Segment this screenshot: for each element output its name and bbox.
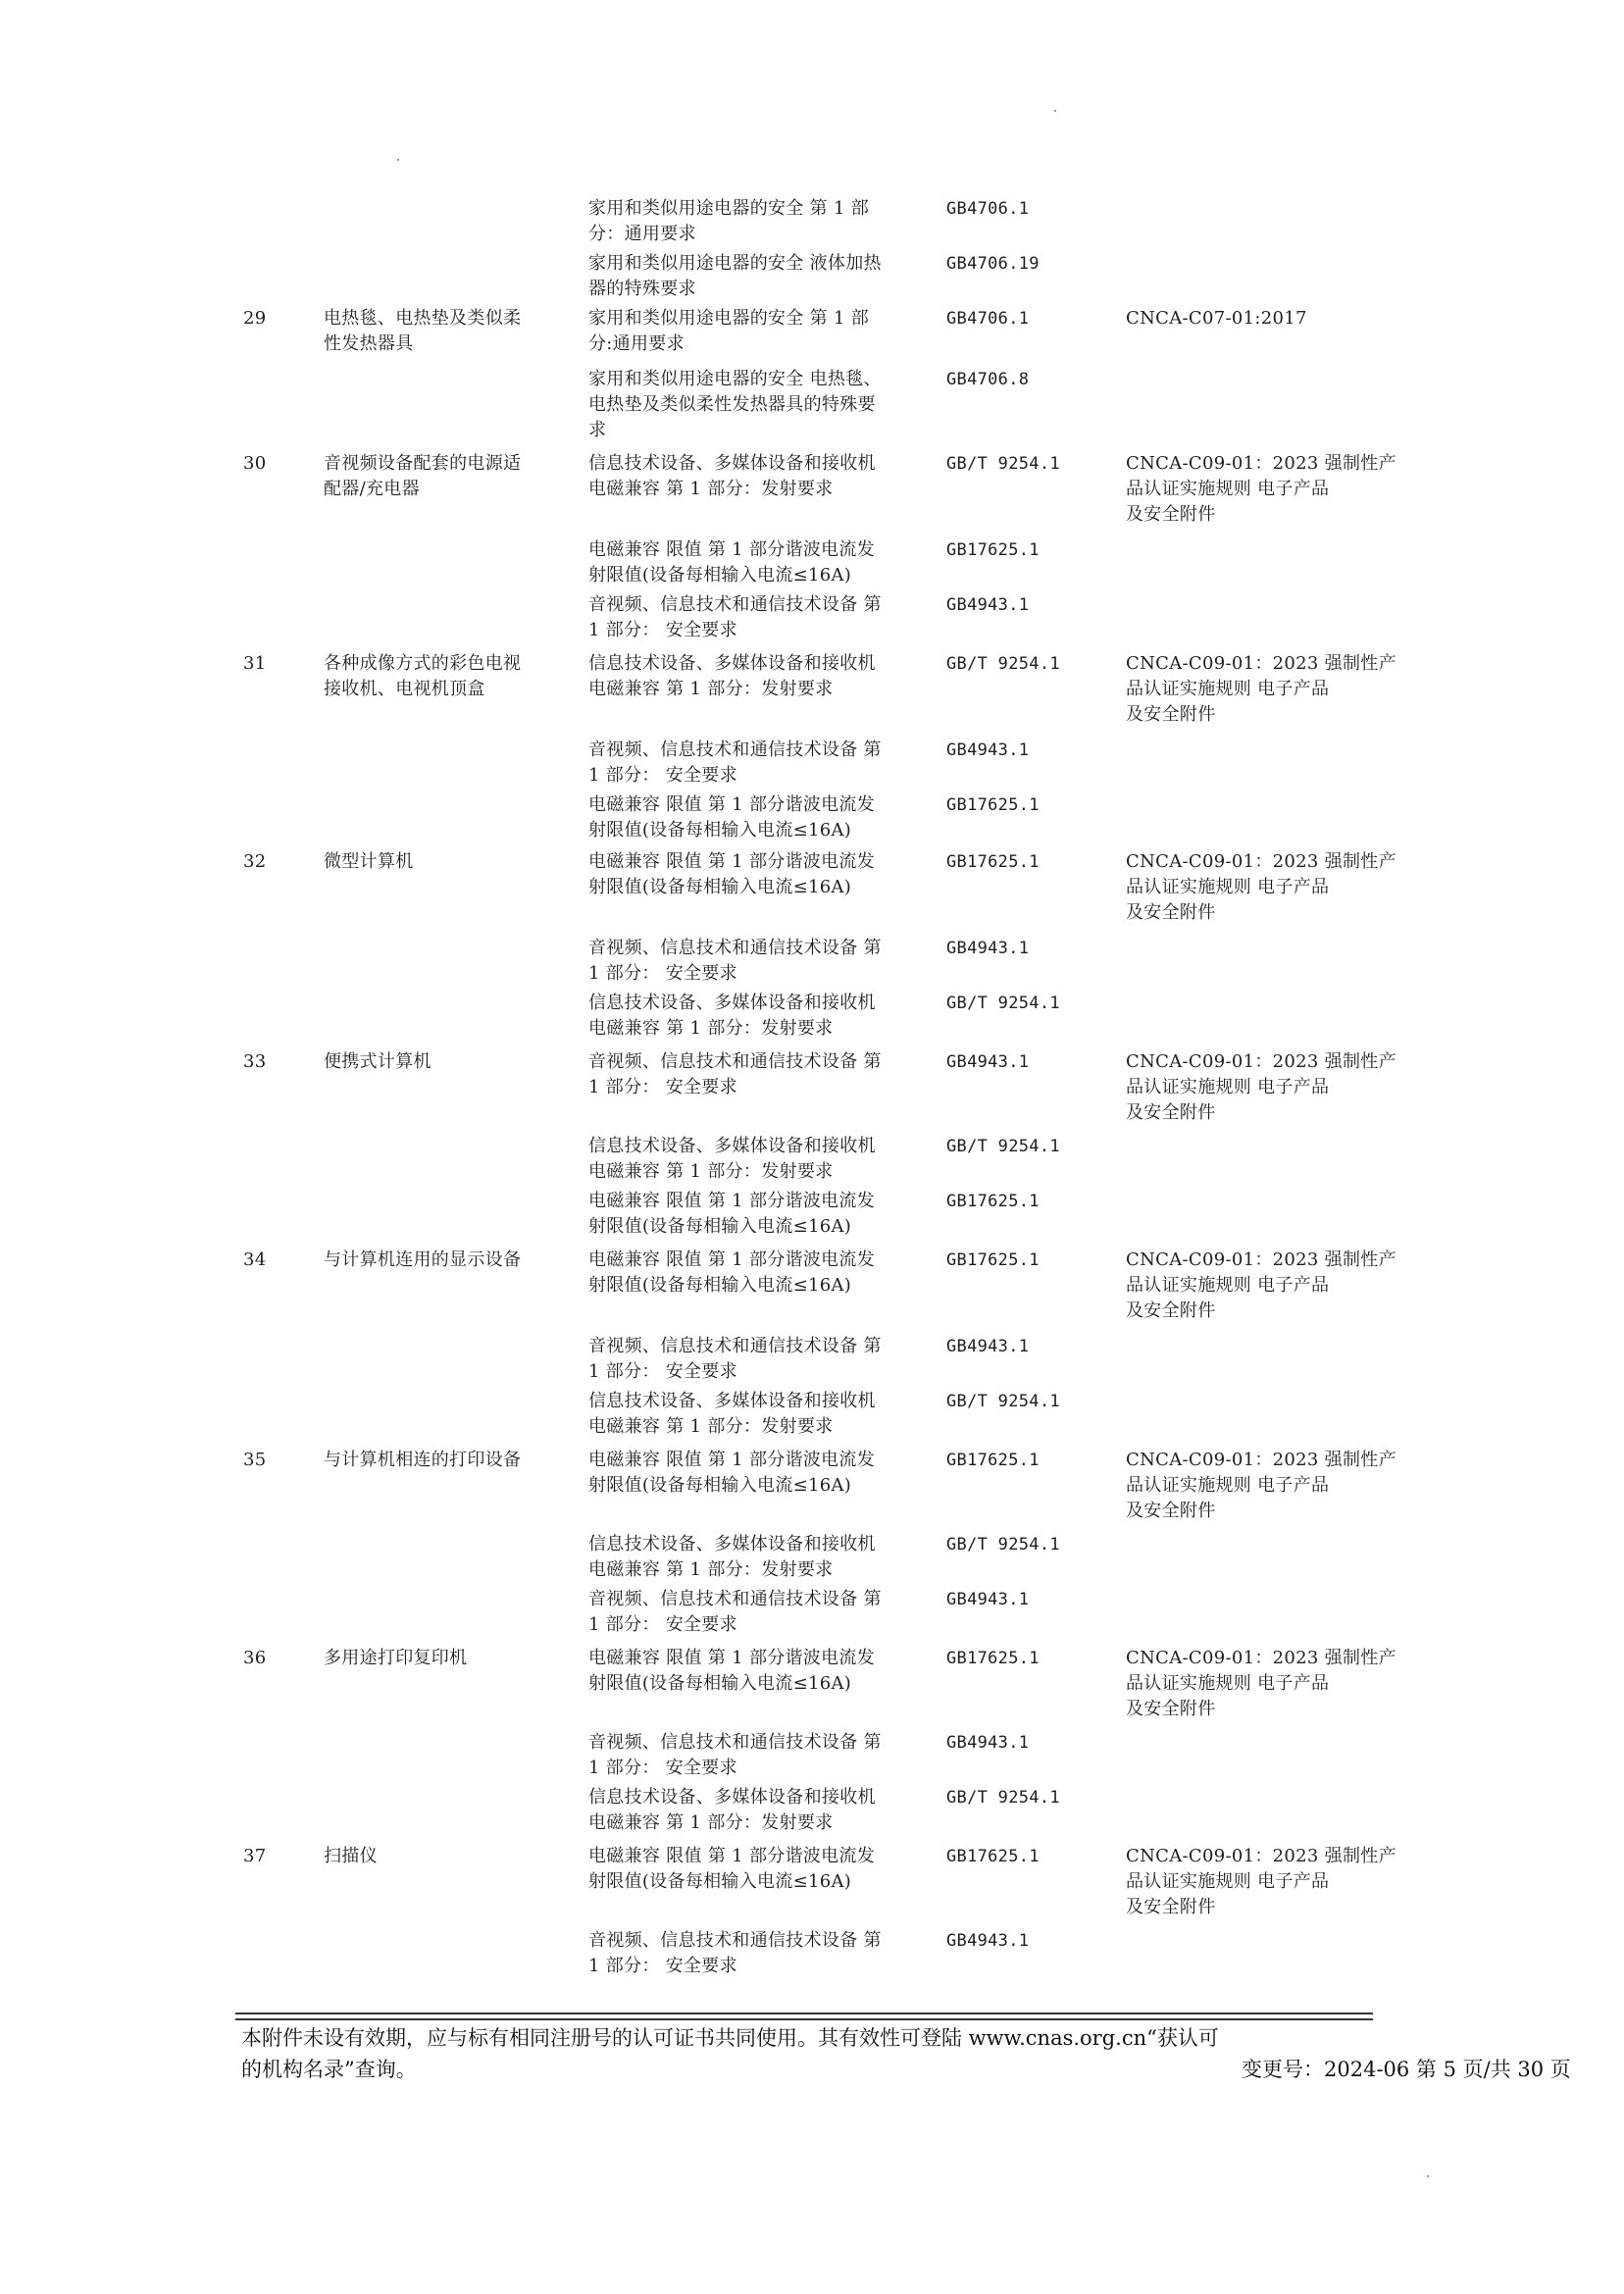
- standard-code: GB4706.19: [946, 254, 1040, 274]
- standard-code: GB4943.1: [946, 1337, 1030, 1356]
- certification-rule-line: CNCA-C09-01：2023 强制性产: [1126, 453, 1396, 474]
- standard-code: GB17625.1: [946, 795, 1040, 815]
- standard-name-line: 信息技术设备、多媒体设备和接收机: [588, 1787, 876, 1808]
- standard-name-line: 信息技术设备、多媒体设备和接收机: [588, 1534, 876, 1555]
- standard-name: [588, 1389, 927, 1440]
- product-name-line: 配器/充电器: [324, 479, 420, 499]
- standard-name-line: 电磁兼容 第 1 部分：发射要求: [588, 1018, 834, 1039]
- product-name-line: 性发热器具: [324, 333, 414, 354]
- footer-line-2-left: 的机构名录”查询。: [241, 2058, 417, 2081]
- certification-rule-line: 及安全附件: [1126, 1300, 1216, 1321]
- certification-rule: [1126, 306, 1396, 331]
- standard-name-line: 信息技术设备、多媒体设备和接收机: [588, 1136, 876, 1156]
- standard-name: [588, 592, 927, 643]
- certification-rule-line: CNCA-C09-01：2023 强制性产: [1126, 1648, 1396, 1668]
- standard-code: GB/T 9254.1: [946, 1137, 1060, 1156]
- standard-code: GB17625.1: [946, 540, 1040, 560]
- standard-name-line: 音视频、信息技术和通信技术设备 第: [588, 1051, 882, 1072]
- standard-name-line: 射限值(设备每相输入电流≤16A): [588, 1216, 852, 1237]
- standard-name-line: 音视频、信息技术和通信技术设备 第: [588, 1589, 882, 1609]
- certification-rule: [1126, 1844, 1396, 1920]
- standard-name-line: 射限值(设备每相输入电流≤16A): [588, 1871, 852, 1892]
- product-name-line: 音视频设备配套的电源适: [324, 453, 522, 474]
- product-name-line: 扫描仪: [324, 1846, 378, 1866]
- standard-name: [588, 1134, 927, 1185]
- standard-name-line: 电磁兼容 第 1 部分：发射要求: [588, 1559, 834, 1580]
- row-number: 34: [243, 1249, 267, 1270]
- standard-name: [588, 849, 927, 900]
- standard-name: [588, 451, 927, 502]
- product-name: [324, 651, 584, 702]
- standard-name-line: 电磁兼容 第 1 部分：发射要求: [588, 1161, 834, 1182]
- standard-code: GB/T 9254.1: [946, 1535, 1060, 1555]
- standard-name: [588, 738, 927, 789]
- certification-rule-line: 及安全附件: [1126, 1699, 1216, 1719]
- standard-name-line: 电磁兼容 限值 第 1 部分谐波电流发: [588, 794, 876, 815]
- certification-rule: [1126, 849, 1396, 926]
- certification-rule: [1126, 1448, 1396, 1524]
- product-name: [324, 1844, 584, 1869]
- standard-name-line: 射限值(设备每相输入电流≤16A): [588, 1673, 852, 1694]
- standard-name-line: 1 部分： 安全要求: [588, 1956, 737, 1976]
- product-name: [324, 1646, 584, 1671]
- standard-code: GB4943.1: [946, 595, 1030, 615]
- standard-code: GB17625.1: [946, 1250, 1040, 1270]
- scan-speck: [1054, 110, 1056, 112]
- standard-name: [588, 1334, 927, 1385]
- footer-rule-bottom: [235, 2018, 1373, 2020]
- standard-name-line: 1 部分： 安全要求: [588, 620, 737, 640]
- certification-rule-line: 及安全附件: [1126, 1897, 1216, 1917]
- standard-name-line: 电磁兼容 第 1 部分：发射要求: [588, 679, 834, 699]
- footer: [241, 2022, 1571, 2085]
- standard-name-line: 电磁兼容 限值 第 1 部分谐波电流发: [588, 1191, 876, 1211]
- standard-name-line: 电磁兼容 第 1 部分：发射要求: [588, 1416, 834, 1437]
- standard-name: [588, 1448, 927, 1499]
- standard-name-line: 音视频、信息技术和通信技术设备 第: [588, 739, 882, 760]
- product-name-line: 电热毯、电热垫及类似柔: [324, 308, 522, 329]
- standard-name-line: 电热垫及类似柔性发热器具的特殊要: [588, 394, 876, 415]
- row-number: 29: [243, 308, 267, 329]
- standard-name-line: 家用和类似用途电器的安全 电热毯、: [588, 369, 882, 389]
- row-number: 35: [243, 1450, 267, 1470]
- row-number: 31: [243, 653, 267, 674]
- footer-line-1: 本附件未设有效期，应与标有相同注册号的认可证书共同使用。其有效性可登陆 www.cnas.org.cn“获认可: [241, 2026, 1219, 2050]
- certification-rule-line: CNCA-C09-01：2023 强制性产: [1126, 1051, 1396, 1072]
- certification-rule-line: 及安全附件: [1126, 1102, 1216, 1123]
- product-name: [324, 849, 584, 875]
- standard-code: GB/T 9254.1: [946, 1788, 1060, 1808]
- certification-rule-line: 品认证实施规则 电子产品: [1126, 877, 1330, 897]
- certification-rule-line: 及安全附件: [1126, 704, 1216, 725]
- footer-rule-top: [235, 2013, 1373, 2014]
- standard-name: [588, 1928, 927, 1979]
- standard-code: GB17625.1: [946, 1847, 1040, 1866]
- standard-name: [588, 306, 927, 357]
- product-name: [324, 1248, 584, 1273]
- row-number: 36: [243, 1648, 267, 1668]
- standard-code: GB4943.1: [946, 740, 1030, 760]
- standard-name-line: 音视频、信息技术和通信技术设备 第: [588, 594, 882, 615]
- standard-code: GB4943.1: [946, 1590, 1030, 1609]
- certification-rule-line: 品认证实施规则 电子产品: [1126, 1275, 1330, 1296]
- footer-page-info: 变更号：2024-06 第 5 页/共 30 页: [1242, 2058, 1571, 2081]
- standard-code: GB4943.1: [946, 1052, 1030, 1072]
- product-name: [324, 1049, 584, 1075]
- standard-name-line: 射限值(设备每相输入电流≤16A): [588, 820, 852, 841]
- standard-name-line: 分：通用要求: [588, 224, 696, 244]
- certification-rule-line: CNCA-C09-01：2023 强制性产: [1126, 653, 1396, 674]
- standard-name: [588, 1049, 927, 1100]
- standard-name-line: 1 部分： 安全要求: [588, 1077, 737, 1097]
- standard-name-line: 音视频、信息技术和通信技术设备 第: [588, 938, 882, 958]
- certification-rule: [1126, 1646, 1396, 1722]
- standard-name: [588, 936, 927, 987]
- standard-code: GB4943.1: [946, 1931, 1030, 1951]
- standard-name-line: 1 部分： 安全要求: [588, 1361, 737, 1382]
- certification-rule-line: CNCA-C09-01：2023 强制性产: [1126, 851, 1396, 872]
- certification-rule-line: CNCA-C09-01：2023 强制性产: [1126, 1249, 1396, 1270]
- product-name: [324, 1448, 584, 1473]
- standard-name: [588, 1532, 927, 1583]
- product-name-line: 各种成像方式的彩色电视: [324, 653, 522, 674]
- certification-rule-line: 品认证实施规则 电子产品: [1126, 479, 1330, 499]
- certification-rule-line: 及安全附件: [1126, 1501, 1216, 1521]
- row-number: 33: [243, 1051, 267, 1072]
- standard-name-line: 电磁兼容 限值 第 1 部分谐波电流发: [588, 851, 876, 872]
- standard-name-line: 电磁兼容 限值 第 1 部分谐波电流发: [588, 1450, 876, 1470]
- standard-name-line: 电磁兼容 限值 第 1 部分谐波电流发: [588, 1648, 876, 1668]
- standard-code: GB/T 9254.1: [946, 654, 1060, 674]
- standard-code: GB4706.8: [946, 370, 1030, 389]
- standard-code: GB17625.1: [946, 1649, 1040, 1668]
- certification-rule: [1126, 1049, 1396, 1126]
- standard-name-line: 电磁兼容 限值 第 1 部分谐波电流发: [588, 539, 876, 560]
- standard-name: [588, 792, 927, 843]
- standard-name-line: 音视频、信息技术和通信技术设备 第: [588, 1732, 882, 1753]
- standard-name-line: 射限值(设备每相输入电流≤16A): [588, 877, 852, 897]
- product-name-line: 接收机、电视机顶盒: [324, 679, 485, 699]
- product-name-line: 多用途打印复印机: [324, 1648, 468, 1668]
- standard-name-line: 1 部分： 安全要求: [588, 963, 737, 984]
- certification-rule-line: 及安全附件: [1126, 504, 1216, 525]
- standard-name-line: 1 部分： 安全要求: [588, 1758, 737, 1778]
- standard-name-line: 射限值(设备每相输入电流≤16A): [588, 565, 852, 586]
- scan-speck: [397, 159, 399, 161]
- product-name-line: 与计算机相连的打印设备: [324, 1450, 522, 1470]
- standard-code: GB17625.1: [946, 852, 1040, 872]
- certification-rule-line: CNCA-C09-01：2023 强制性产: [1126, 1450, 1396, 1470]
- standard-code: GB4706.1: [946, 309, 1030, 329]
- certification-rule: [1126, 451, 1396, 528]
- standard-code: GB17625.1: [946, 1192, 1040, 1211]
- certification-rule-line: CNCA-C07-01:2017: [1126, 308, 1307, 329]
- standard-name: [588, 1730, 927, 1781]
- standard-name: [588, 991, 927, 1042]
- standard-name-line: 信息技术设备、多媒体设备和接收机: [588, 1391, 876, 1411]
- standard-name-line: 音视频、信息技术和通信技术设备 第: [588, 1336, 882, 1356]
- row-number: 32: [243, 851, 267, 872]
- standard-name-line: 信息技术设备、多媒体设备和接收机: [588, 653, 876, 674]
- standard-name: [588, 651, 927, 702]
- standard-name-line: 射限值(设备每相输入电流≤16A): [588, 1275, 852, 1296]
- standard-name-line: 电磁兼容 第 1 部分：发射要求: [588, 1812, 834, 1833]
- standard-name-line: 家用和类似用途电器的安全 第 1 部: [588, 198, 870, 219]
- standard-name: [588, 251, 927, 302]
- certification-rule: [1126, 651, 1396, 728]
- standard-name-line: 家用和类似用途电器的安全 液体加热: [588, 253, 882, 274]
- standard-name-line: 分:通用要求: [588, 333, 685, 354]
- certification-rule-line: 及安全附件: [1126, 902, 1216, 923]
- standard-name: [588, 1587, 927, 1638]
- standard-name-line: 信息技术设备、多媒体设备和接收机: [588, 453, 876, 474]
- product-name: [324, 451, 584, 502]
- standard-name: [588, 1646, 927, 1697]
- product-name-line: 微型计算机: [324, 851, 414, 872]
- standard-code: GB4943.1: [946, 1733, 1030, 1753]
- standard-name: [588, 1785, 927, 1836]
- product-name-line: 与计算机连用的显示设备: [324, 1249, 522, 1270]
- standard-code: GB17625.1: [946, 1451, 1040, 1470]
- standard-code: GB/T 9254.1: [946, 994, 1060, 1013]
- standard-name: [588, 1248, 927, 1299]
- standard-name-line: 1 部分： 安全要求: [588, 1614, 737, 1635]
- product-name: [324, 306, 584, 357]
- standard-name-line: 器的特殊要求: [588, 279, 696, 299]
- certification-rule-line: 品认证实施规则 电子产品: [1126, 1475, 1330, 1496]
- standard-name-line: 射限值(设备每相输入电流≤16A): [588, 1475, 852, 1496]
- standard-name-line: 信息技术设备、多媒体设备和接收机: [588, 993, 876, 1013]
- scan-speck: [1427, 2175, 1429, 2177]
- standard-name-line: 电磁兼容 第 1 部分：发射要求: [588, 479, 834, 499]
- row-number: 30: [243, 453, 267, 474]
- standard-name-line: 1 部分： 安全要求: [588, 765, 737, 786]
- standard-name-line: 电磁兼容 限值 第 1 部分谐波电流发: [588, 1846, 876, 1866]
- standard-code: GB/T 9254.1: [946, 1392, 1060, 1411]
- standard-name-line: 音视频、信息技术和通信技术设备 第: [588, 1930, 882, 1951]
- standard-name-line: 家用和类似用途电器的安全 第 1 部: [588, 308, 870, 329]
- certification-rule-line: 品认证实施规则 电子产品: [1126, 1673, 1330, 1694]
- standard-code: GB4943.1: [946, 939, 1030, 958]
- standard-name: [588, 1844, 927, 1895]
- certification-rule-line: CNCA-C09-01：2023 强制性产: [1126, 1846, 1396, 1866]
- standard-name: [588, 1189, 927, 1240]
- row-number: 37: [243, 1846, 267, 1866]
- standard-name: [588, 537, 927, 588]
- product-name-line: 便携式计算机: [324, 1051, 431, 1072]
- standard-code: GB/T 9254.1: [946, 454, 1060, 474]
- certification-rule: [1126, 1248, 1396, 1324]
- certification-rule-line: 品认证实施规则 电子产品: [1126, 1871, 1330, 1892]
- standard-name-line: 电磁兼容 限值 第 1 部分谐波电流发: [588, 1249, 876, 1270]
- certification-rule-line: 品认证实施规则 电子产品: [1126, 1077, 1330, 1097]
- standard-code: GB4706.1: [946, 199, 1030, 219]
- standard-name-line: 求: [588, 420, 607, 440]
- standard-name: [588, 367, 927, 443]
- certification-rule-line: 品认证实施规则 电子产品: [1126, 679, 1330, 699]
- standard-name: [588, 196, 927, 247]
